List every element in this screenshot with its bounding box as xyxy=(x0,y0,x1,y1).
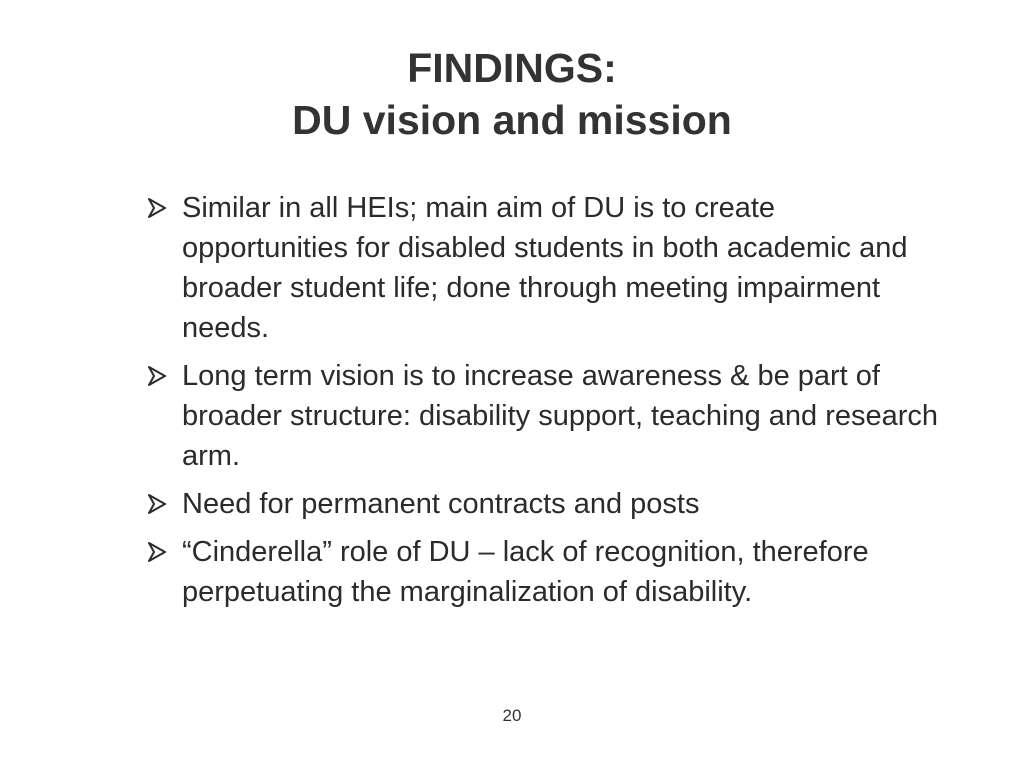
bullet-text: Long term vision is to increase awareness & be part of broader structure: disability support, teaching and research arm. xyxy=(182,360,939,472)
bullet-item xyxy=(146,188,946,348)
title-line-2: DU vision and mission xyxy=(292,97,732,143)
bullet-text: Similar in all HEIs; main aim of DU is to create opportunities for disabled students in both academic and broader student life; done through meeting impairment needs. xyxy=(182,192,908,344)
arrow-bullet-icon xyxy=(146,484,170,524)
slide-title xyxy=(0,42,1024,146)
arrow-bullet-icon xyxy=(146,356,170,396)
arrow-bullet-icon xyxy=(146,532,170,572)
arrow-bullet-icon xyxy=(146,188,170,228)
bullet-item xyxy=(146,532,946,612)
bullet-text: “Cinderella” role of DU – lack of recognition, therefore perpetuating the marginalization of disability. xyxy=(182,536,869,608)
bullet-item xyxy=(146,484,946,524)
bullet-item xyxy=(146,356,946,476)
title-line-1: FINDINGS: xyxy=(407,45,617,91)
bullet-list xyxy=(146,188,946,620)
bullet-text: Need for permanent contracts and posts xyxy=(182,488,700,520)
page-number: 20 xyxy=(502,706,522,725)
